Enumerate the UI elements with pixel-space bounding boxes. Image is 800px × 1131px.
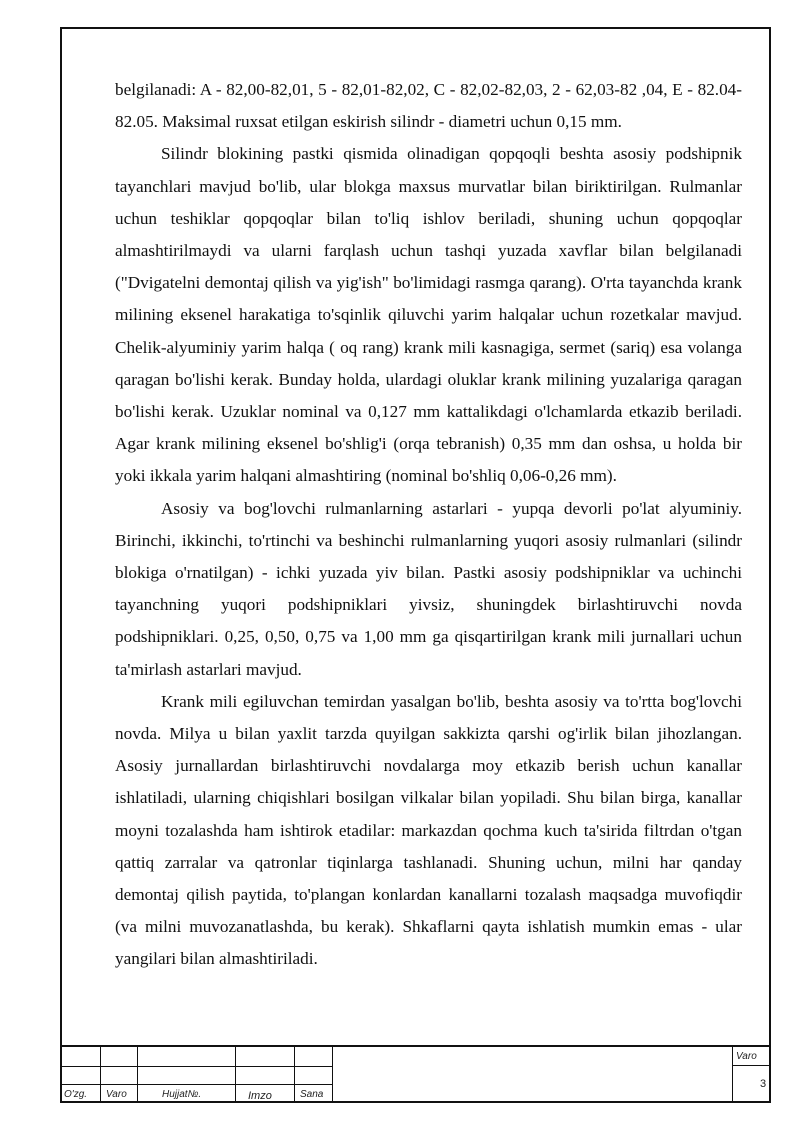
stamp-label-hujjat: Hujjat№. xyxy=(162,1089,202,1100)
title-block-stamp xyxy=(60,1045,771,1103)
stamp-col-line-1 xyxy=(100,1045,101,1103)
paragraph-1: belgilanadi: A - 82,00-82,01, 5 - 82,01-82,02, C - 82,02-82,03, 2 - 62,03-82 ,04, E - 82.04-82.05. Maksimal ruxsat etilgan eskirish silindr - diametri uchun 0,15 mm. xyxy=(115,80,742,132)
stamp-label-imzo: Imzo xyxy=(248,1090,272,1102)
stamp-sheet-divider xyxy=(732,1065,771,1066)
stamp-col-line-4 xyxy=(294,1045,295,1103)
stamp-label-varo: Varo xyxy=(106,1089,127,1100)
stamp-sheet-label: Varo xyxy=(736,1051,757,1062)
stamp-col-line-5 xyxy=(332,1045,333,1103)
paragraph-3: Asosiy va bog'lovchi rulmanlarning astarlari - yupqa devorli po'lat alyuminiy. Birinchi, ikkinchi, to'rtinchi va beshinchi rulmanlarning yuqori asosiy rulmanlari (silindr blokiga o'rnatilgan) - ichki yuzada yiv bilan. Pastki asosiy podshipniklar va uchinchi tayanchning yuqori podshipniklari yivsiz, shuningdek birlashtiruvchi novda podshipniklari. 0,25, 0,50, 0,75 va 1,00 mm ga qisqartirilgan krank mili jurnallari uchun ta'mirlash astarlari mavjud. xyxy=(115,498,742,679)
stamp-label-sana: Sana xyxy=(300,1089,324,1100)
stamp-col-line-3 xyxy=(235,1045,236,1103)
paragraph-2: Silindr blokining pastki qismida olinadigan qopqoqli beshta asosiy podshipnik tayanchlari mavjud bo'lib, ular blokga maxsus murvatlar bilan biriktirilgan. Rulmanlar uchun teshiklar qopqoqlar bilan to'liq ishlov beriladi, shuning uchun qopqoqlar almashtirilmaydi va ularni farqlash uchun tashqi yuzada xavflar bilan belgilanadi ("Dvigatelni demontaj qilish va yig'ish" bo'limidagi rasmga qarang). O'rta tayanchda krank milining eksenel harakatiga to'sqinlik qiluvchi yarim halqalar uchun rozetkalar mavjud. Chelik-alyuminiy yarim halqa ( oq rang) krank mili kasnagiga, sermet (sariq) esa volanga qaragan bo'lishi kerak. Bunday holda, ulardagi oluklar krank milining yuzalariga qaragan bo'lishi kerak. Uzuklar nominal va 0,127 mm kattalikdagi o'lchamlarda etkazib beriladi. Agar krank milining eksenel bo'shlig'i (orqa tebranish) 0,35 mm dan oshsa, u holda bir yoki ikkala yarim halqani almashtiring (nominal bo'shliq 0,06-0,26 mm). xyxy=(115,144,742,486)
stamp-col-line-2 xyxy=(137,1045,138,1103)
page-number: 3 xyxy=(760,1078,767,1090)
stamp-top-border xyxy=(60,1045,771,1047)
document-body xyxy=(115,74,742,976)
stamp-label-ozg: O'zg. xyxy=(64,1089,88,1100)
stamp-col-line-6 xyxy=(732,1045,733,1103)
paragraph-4: Krank mili egiluvchan temirdan yasalgan bo'lib, beshta asosiy va to'rtta bog'lovchi novda. Milya u bilan yaxlit tarzda quyilgan sakkizta qarshi og'irlik bilan jihozlangan. Asosiy jurnallardan birlashtiruvchi novdalarga moy etkazib berish uchun kanallar ishlatiladi, ularning chiqishlari bosilgan vilkalar bilan yopiladi. Shu bilan birga, kanallar moyni tozalashda ham ishtirok etadilar: markazdan qochma kuch ta'sirida filtrdan o'tgan qattiq zarralar va qatronlar tiqinlarga tashlanadi. Shuning uchun, milni har qanday demontaj qilish paytida, to'plangan konlardan kanallarni tozalash maqsadga muvofiqdir (va milni muvozanatlashda, bu kerak). Shkaflarni qayta ishlatish mumkin emas - ular yangilari bilan almashtiriladi. xyxy=(115,691,742,969)
